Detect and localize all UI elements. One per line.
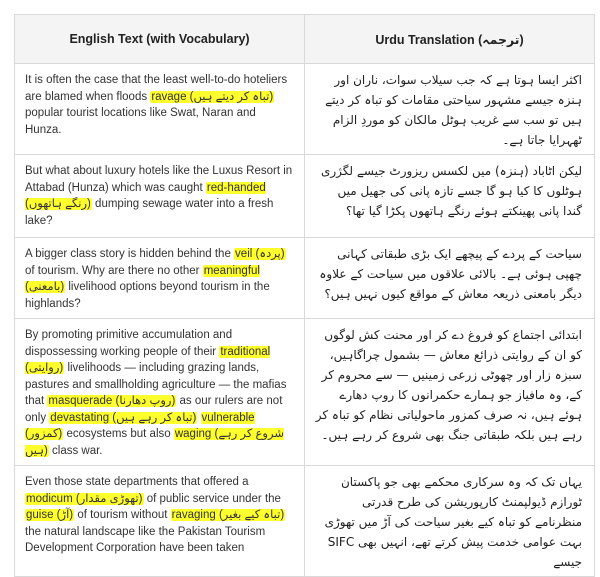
english-column-header: English Text (with Vocabulary) [15,15,305,64]
english-text: as our rulers are not only [25,395,283,424]
english-text: livelihood options beyond tourism in the highlands? [25,281,270,310]
english-text: popular tourist locations like Swat, Naran and Hunza. [25,107,256,136]
table-row [15,238,595,319]
english-text: A bigger class story is hidden behind the [25,248,235,260]
english-text: It is often the case that the least well-to-do hoteliers are blamed when floods [25,74,288,103]
vocab-highlight: vulnerable (کمزور) [25,411,255,440]
vocab-highlight: meaningful (بامعنی) [25,264,260,293]
urdu-cell: لیکن اٹاباد (ہنزہ) میں لکسس ریزورٹ جیسے لگژری ہوٹلوں کا کیا ہو گا جسے تازہ پانی کی جھیل میں گندا پانی پھینکتے ہوئے رنگے ہاتھوں پکڑا گیا تھا؟ [305,155,595,238]
translation-table [14,14,595,577]
english-text: By promoting primitive accumulation and dispossessing working people of their [25,329,233,358]
english-text: class war. [48,444,103,457]
english-text: Even those state departments that offered a [25,476,249,488]
vocab-highlight: veil (پردہ) [235,248,285,260]
english-text: of tourism without [74,509,171,521]
english-cell [15,319,305,466]
english-text: of tourism. Why are there no other [25,264,203,277]
vocab-highlight: modicum (تھوڑی مقدار) [26,492,143,505]
vocab-highlight: traditional (روایتی) [25,345,271,374]
vocab-highlight: ravage (تباہ کر دیتے ہیں) [151,90,274,103]
urdu-cell: سیاحت کے پردے کے پیچھے ایک بڑی طبقاتی کہانی چھپی ہوئی ہے۔ بالائی علاقوں میں سیاحت کے علاوہ دیگر بامعنی ذریعہ معاش کے مواقع کیوں نہیں ہیں؟ [305,238,595,319]
urdu-cell: ابتدائی اجتماع کو فروغ دے کر اور محنت کش لوگوں کو ان کے روایتی ذرائع معاش — بشمول چراگاہیں، سبزہ زار اور چھوٹی زرعی زمینیں — سے محروم کر کے، وہ مافیاز جو ہمارے حکمرانوں کا روپ دھارے ہوئے ہیں، نہ صرف کمزور ماحولیاتی نظام کو تباہ کر رہے ہیں بلکہ طبقاتی جنگ بھی شروع کر رہے ہیں۔ [305,319,595,466]
urdu-column-header: Urdu Translation (ترجمہ) [305,15,595,64]
english-cell [15,238,305,319]
english-text: the natural landscape like the Pakistan Tourism Development Corporation have been taken [25,525,266,554]
vocab-highlight: masquerade (روپ دھارنا) [48,395,176,407]
urdu-cell: یہاں تک کہ وہ سرکاری محکمے بھی جو پاکستان ٹورازم ڈیولپمنٹ کارپوریشن کی طرح قدرتی منظرنامے کو تباہ کیے بغیر سیاحت کی آڑ میں تھوڑی بہت عوامی خدمت پیش کرتے تھے، انہیں بھی SIFC جیسے [305,466,595,577]
vocab-highlight: guise (آڑ) [26,509,74,521]
vocab-highlight: waging (شروع کر رہے ہیں) [25,428,284,457]
table-row [15,155,595,238]
english-text: ecosystems but also [63,428,174,440]
english-text: of public service under the [143,492,281,505]
english-cell [15,466,305,577]
english-text: livelihoods — including grazing lands, pastures and smallholding agriculture — the mafias that [25,362,287,407]
vocab-highlight: red-handed (رنگے ہاتھوں) [25,181,266,210]
english-text: But what about luxury hotels like the Luxus Resort in Attabad (Hunza) which was caught [25,165,293,194]
urdu-cell: اکثر ایسا ہوتا ہے کہ جب سیلاب سوات، ناران اور ہنزہ جیسے مشہور سیاحتی مقامات کو تباہ کر دیتے ہیں تو سب سے غریب ہوٹل مالکان کو موردِ الزام ٹھہرایا جاتا ہے۔ [305,64,595,155]
table-row [15,466,595,577]
table-row [15,319,595,466]
english-cell [15,64,305,155]
table-row [15,64,595,155]
header-row [15,15,595,64]
vocab-highlight: devastating (تباہ کر رہے ہیں) [50,411,197,424]
english-cell [15,155,305,238]
vocab-highlight: ravaging (تباہ کیے بغیر) [171,509,285,521]
english-text: dumping sewage water into a fresh lake? [25,198,274,227]
